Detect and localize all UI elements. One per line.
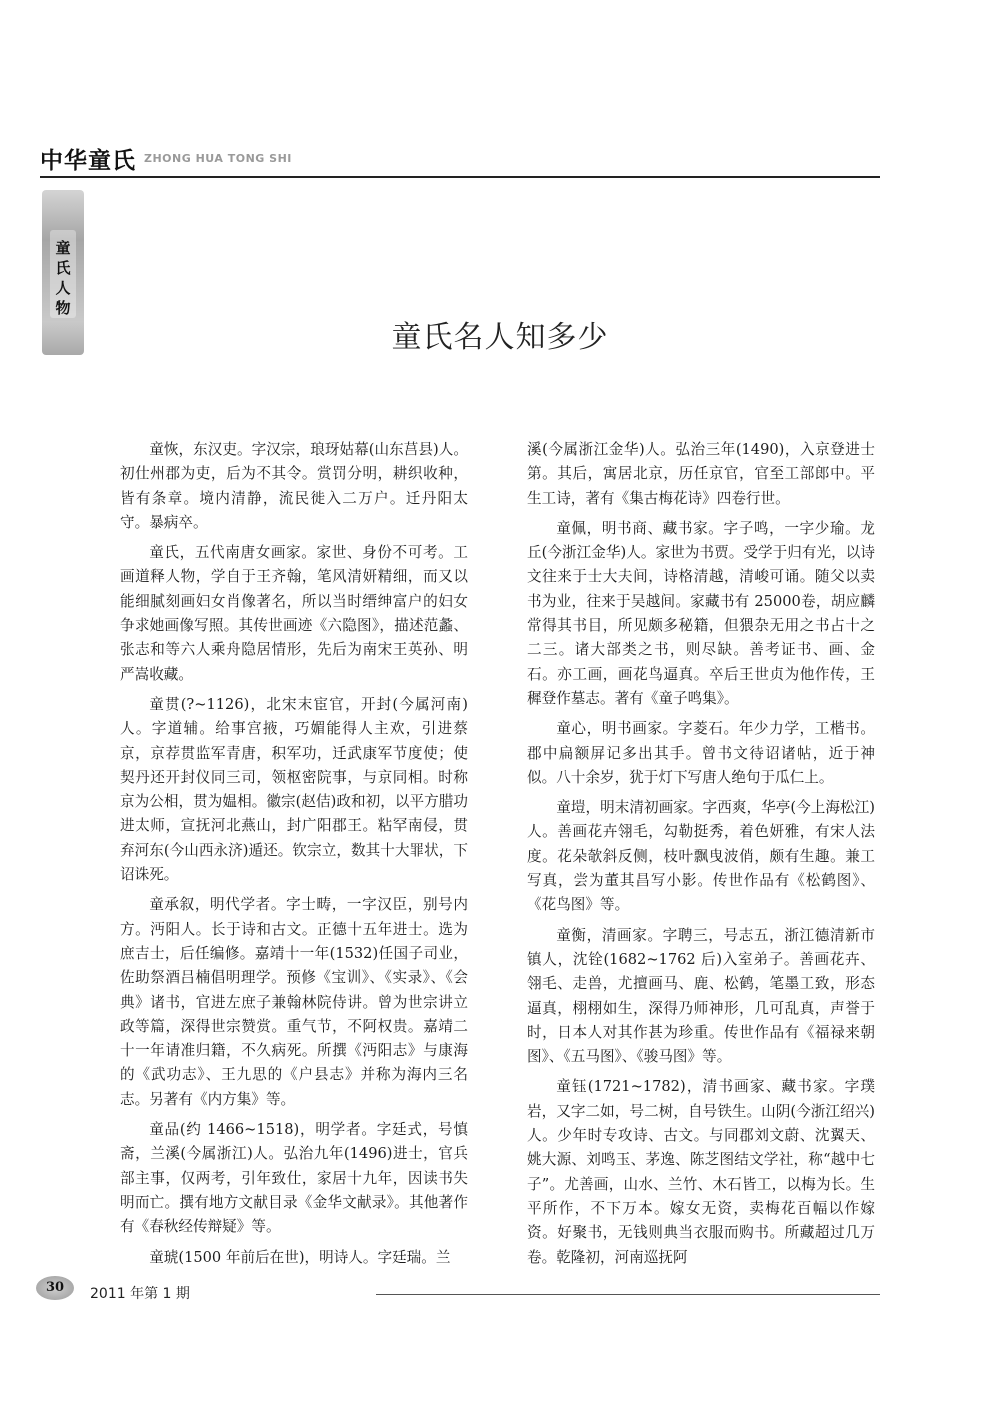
issue-label: 2011 年第 1 期: [90, 1286, 190, 1302]
paragraph: 童钰(1721~1782)，清书画家、藏书家。字璞岩，又字二如，号二树，自号铁生。山阴(今浙江绍兴)人。少年时专攻诗、古文。与同郡刘文蔚、沈翼天、姚大源、刘鸣玉、茅逸、陈芝图结文学社，称“越中七子”。尤善画，山水、兰竹、木石皆工，以梅为长。生平所作，不下万本。嫁女无资，卖梅花百幅以作嫁资。好聚书，无钱则典当衣服而购书。所藏超过几万卷。乾隆初，河南巡抚阿: [527, 1078, 875, 1266]
section-tab-char: 物: [55, 299, 71, 317]
masthead-pinyin: ZHONG HUA TONG SHI: [144, 152, 292, 165]
paragraph: 童琥(1500 年前后在世)，明诗人。字廷瑞。兰: [149, 1248, 451, 1266]
paragraph: 童衡，清画家。字聘三，号志五，浙江德清新市镇人，沈铨(1682~1762 后)入室弟子。善画花卉、翎毛、走兽，尤擅画马、鹿、松鹤，笔墨工致，形态逼真，栩栩如生，深得乃师神形，几可乱真，声誉于时，日本人对其作甚为珍重。传世作品有《福禄来朝图》、《五马图》、《骏马图》等。: [527, 926, 875, 1066]
right-column: [527, 438, 875, 1276]
paragraph: 童贯(?~1126)，北宋末宦官，开封(今属河南)人。字道辅。给事宫掖，巧媚能得人主欢，引进蔡京，京荐贯监军青唐，积军功，迁武康军节度使；使契丹还开封仪同三司，领枢密院事，与京同相。时称京为公相，贯为媪相。徽宗(赵佶)政和初，以平方腊功进太师，宣抚河北燕山，封广阳郡王。粘罕南侵，贯弃河东(今山西永济)遁还。钦宗立，数其十大罪状，下诏诛死。: [120, 695, 468, 884]
paragraph: 童承叙，明代学者。字士畴，一字汉臣，别号内方。沔阳人。长于诗和古文。正德十五年进士。选为庶吉士，后任编修。嘉靖十一年(1532)任国子司业，佐助祭酒吕楠倡明理学。预修《宝训》、《实录》、《会典》诸书，官进左庶子兼翰林院侍讲。曾为世宗讲立政等篇，深得世宗赞赏。重气节，不阿权贵。嘉靖二十一年请准归籍，不久病死。所撰《沔阳志》与康海的《武功志》、王九思的《户县志》并称为海内三名志。另著有《内方集》等。: [120, 896, 468, 1108]
paragraph: 童品(约 1466~1518)，明学者。字廷式，号慎斋，兰溪(今属浙江)人。弘治九年(1496)进士，官兵部主事，仅两考，引年致仕，家居十九年，因读书失明而亡。撰有地方文献目录《金华文献录》。其他著作有《春秋经传辩疑》等。: [120, 1121, 468, 1236]
paragraph: 童恢，东汉吏。字汉宗，琅玡姑幕(山东莒县)人。初仕州郡为吏，后为不其令。赏罚分明，耕织收种，皆有条章。境内清静，流民徙入二万户。迁丹阳太守。暴病卒。: [120, 441, 468, 531]
paragraph: 童氏，五代南唐女画家。家世、身份不可考。工画道释人物，学自于王齐翰，笔风清妍精细，而又以能细腻刻画妇女肖像著名，所以当时缙绅富户的妇女争求她画像写照。其传世画迹《六隐图》，描述范蠡、张志和等六人乘舟隐居情形，先后为南宋王英孙、明严嵩收藏。: [120, 544, 468, 683]
paragraph: 童佩，明书商、藏书家。字子鸣，一字少瑜。龙丘(今浙江金华)人。家世为书贾。受学于归有光，以诗文往来于士大夫间，诗格清越，清峻可诵。随父以卖书为业，往来于吴越间。家藏书有 25000卷，胡应麟常得其书目，所见颇多秘籍，但猥杂无用之书占十之二三。诸大部类之书，则尽缺。善考证书、画、金石。亦工画，画花鸟逼真。卒后王世贞为他作传，王穉登作墓志。著有《童子鸣集》。: [527, 519, 875, 707]
page-number: 30: [36, 1276, 74, 1300]
section-tab-char: 人: [55, 279, 71, 297]
paragraph: 童心，明书画家。字菱石。年少力学，工楷书。郡中扁额屏记多出其手。曾书文待诏诸帖，近于神似。八十余岁，犹于灯下写唐人绝句于瓜仁上。: [527, 720, 875, 786]
paragraph-continued: 溪(今属浙江金华)人。弘治三年(1490)，入京登进士第。其后，寓居北京，历任京官，官至工部郎中。平生工诗，著有《集古梅花诗》四卷行世。: [527, 441, 875, 507]
footer-rule: [376, 1294, 880, 1295]
paragraph: 童塏，明末清初画家。字西爽，华亭(今上海松江)人。善画花卉翎毛，勾勒挺秀，着色妍雅，有宋人法度。花朵欹斜反侧，枝叶飘曳波俏，颇有生趣。兼工写真，尝为董其昌写小影。传世作品有《松鹤图》、《花鸟图》等。: [527, 799, 875, 914]
section-tab-char: 童: [55, 239, 71, 257]
section-tab-label: [42, 238, 84, 318]
header-rule: [40, 176, 880, 178]
left-column: [120, 438, 468, 1276]
article-title: 童氏名人知多少: [391, 320, 609, 355]
masthead-title: 中华童氏: [40, 147, 136, 174]
section-tab-char: 氏: [55, 259, 71, 277]
